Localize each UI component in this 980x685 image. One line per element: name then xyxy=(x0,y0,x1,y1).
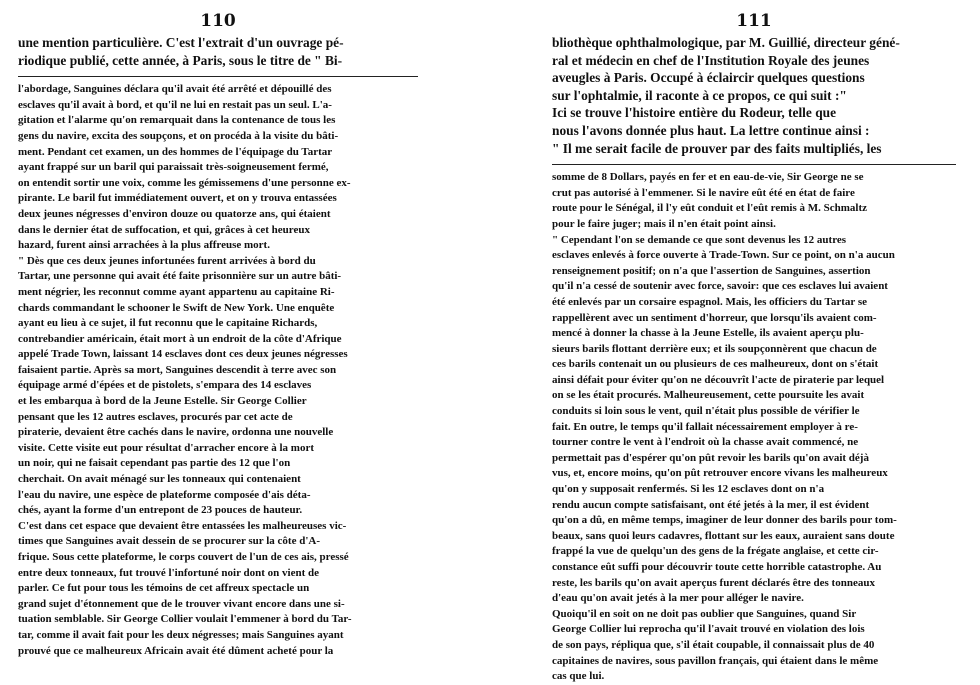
text-line: visite. Cette visite eut pour résultat d'arracher encore à la mort xyxy=(18,441,315,454)
text-line: d'eau qu'on avait jetés à la mer pour alléger le navire. xyxy=(552,592,804,605)
text-line: George Collier lui reprocha qu'il l'avait trouvé en violation des lois xyxy=(552,623,865,636)
text-line: frappé la vue de quelqu'un des gens de la frégate anglaise, et cette cir- xyxy=(552,545,879,558)
text-line: constance eût suffi pour découvrir toute cette horrible catastrophe. Au xyxy=(552,561,882,573)
text-line: beaux, sans quoi leurs cadavres, flottant sur les eaux, auraient sans doute xyxy=(552,529,895,542)
text-line: tourner contre le vent à l'endroit où la chasse avait commencé, ne xyxy=(552,436,859,449)
left-page xyxy=(18,0,418,674)
text-line: l'abordage, Sanguines déclara qu'il avait été arrêté et dépouillé des xyxy=(18,83,332,96)
text-line: C'est dans cet espace que devaient être entassées les malheureuses vic- xyxy=(18,519,347,532)
text-line: dans le dernier état de suffocation, et qui, grâces à cet heureux xyxy=(18,223,310,236)
text-line: de son pays, répliqua que, s'il était coupable, il connaissait plus de 40 xyxy=(552,638,875,651)
text-line: qu'on y supposait renfermés. Si les 12 esclaves dont on n'a xyxy=(552,483,825,496)
text-line: rendu aucun compte satisfaisant, ont été jetés à la mer, il est évident xyxy=(552,498,870,511)
text-line: ces barils contenait un ou plusieurs de ces malheureux, dont on s'était xyxy=(552,358,879,371)
text-line: pirante. Le baril fut immédiatement ouvert, et on y trouva entassées xyxy=(18,192,337,205)
text-line: piraterie, devaient être cachés dans le navire, ordonna une nouvelle xyxy=(18,426,334,439)
text-line: ment. Pendant cet examen, un des hommes de l'équipage du Tartar xyxy=(18,145,333,158)
text-line: qu'on a dû, en même temps, imaginer de leur donner des barils pour tom- xyxy=(552,514,897,527)
text-line: riodique publié, cette année, à Paris, sous le titre de " Bi- xyxy=(18,52,343,68)
separator-rule-left xyxy=(18,76,418,77)
text-line: times que Sanguines avait dessein de se procurer sur la côte d'A- xyxy=(18,535,321,548)
text-line: esclaves enlevés à force ouverte à Trade-Town. Sur ce point, on n'a aucun xyxy=(552,249,895,262)
text-line: et les embarqua à bord de la Jeune Estelle. Sir George Collier xyxy=(18,395,307,408)
text-line: mencé à donner la chasse à la Jeune Estelle, ils avaient aperçu plu- xyxy=(552,327,864,340)
text-line: été enlevés par un corsaire espagnol. Mais, les officiers du Tartar se xyxy=(552,295,867,308)
text-line: Ici se trouve l'histoire entière du Rodeur, telle que xyxy=(552,105,837,121)
text-line: tuation semblable. Sir George Collier voulait l'emmener à bord du Tar- xyxy=(18,613,352,626)
text-line: entre deux tonneaux, fut trouvé l'infortuné noir dont on vient de xyxy=(18,566,319,579)
text-line: renseignement positif; on n'a que l'assertion de Sanguines, assertion xyxy=(552,264,871,277)
text-line: grand sujet d'étonnement que de le trouver vivant encore dans une si- xyxy=(18,597,345,610)
text-line: pensant que les 12 autres esclaves, procurés par cet acte de xyxy=(18,410,293,423)
text-line: appelé Trade Town, laissant 14 esclaves dont ces deux jeunes négresses xyxy=(18,348,348,361)
text-line: reste, les barils qu'on avait aperçus furent déclarés être des tonneaux xyxy=(552,576,875,589)
text-line: gens du navire, excita des soupçons, et on procéda à la visite du bâti- xyxy=(18,129,339,142)
text-line: gitation et l'alarme qu'on remarquait dans la contenance de tous les xyxy=(18,114,336,127)
text-line: cherchait. On avait ménagé sur les tonneaux qui contenaient xyxy=(18,473,301,486)
text-line: crut pas autorisé à l'emmener. Si le navire eût été en état de faire xyxy=(552,186,855,199)
text-line: sieurs barils flottant derrière eux; et ils soupçonnèrent que chacun de xyxy=(552,342,877,355)
text-line: Tartar, une personne qui avait été faite prisonnière sur un autre bâti- xyxy=(18,270,342,283)
left-footnote-text xyxy=(18,82,418,659)
text-line: ment négrier, les reconnut comme ayant appartenu au capitaine Ri- xyxy=(18,285,335,298)
text-line: sur l'ophtalmie, il raconte à ce propos, ce qui suit :" xyxy=(552,87,847,103)
text-line: " Cependant l'on se demande ce que sont devenus les 12 autres xyxy=(552,233,847,246)
text-line: l'eau du navire, une espèce de plateforme composée d'ais déta- xyxy=(18,488,311,501)
text-line: qu'il n'a cessé de soutenir avec force, savoir: que ces esclaves lui avaient xyxy=(552,280,888,293)
separator-rule-right xyxy=(552,164,956,165)
text-line: chés, ayant la forme d'un entrepont de 23 pouces de hauteur. xyxy=(18,504,303,517)
text-line: hazard, furent ainsi arrachées à la plus affreuse mort. xyxy=(18,239,270,252)
page-number-right: 111 xyxy=(736,11,772,31)
text-line: ral et médecin en chef de l'Institution Royale des jeunes xyxy=(552,52,870,68)
text-line: pour le faire juger; mais il n'en était point ainsi. xyxy=(552,217,776,230)
text-line: contrebandier américain, était mort à un endroit de la côte d'Afrique xyxy=(18,332,342,345)
text-line: ainsi défait pour éviter qu'on ne découvrît l'acte de piraterie par lequel xyxy=(552,373,885,386)
text-line: ayant eu lieu à ce sujet, il fut reconnu que le capitaine Richards, xyxy=(18,317,318,330)
text-line: permettait pas d'espérer qu'on pût revoir les barils qu'on avait déjà xyxy=(552,451,869,464)
text-line: on entendit sortir une voix, comme les gémissemens d'une personne ex- xyxy=(18,176,351,189)
text-line: chards commandant le schooner le Swift de New York. Une enquête xyxy=(18,301,335,314)
text-line: un noir, qui ne faisait cependant pas partie des 12 que l'on xyxy=(18,457,291,470)
text-line: " Il me serait facile de prouver par des faits multipliés, les xyxy=(552,140,882,156)
text-line: tar, comme il avait fait pour les deux négresses; mais Sanguines ayant xyxy=(18,628,344,641)
text-line: fait. En outre, le temps qu'il fallait nécessairement employer à re- xyxy=(552,420,858,433)
text-line: prouvé que ce malheureux Africain avait été dûment acheté pour la xyxy=(18,644,334,657)
text-line: on se les était procurés. Malheureusement, cette poursuite les avait xyxy=(552,389,865,402)
text-line: équipage armé d'épées et de pistolets, s'empara des 14 esclaves xyxy=(18,379,312,392)
text-line: frique. Sous cette plateforme, le corps couvert de l'un de ces ais, pressé xyxy=(18,551,349,563)
text-line: somme de 8 Dollars, payés en fer et en eau-de-vie, Sir George ne se xyxy=(552,171,864,184)
text-line: conduits si loin sous le vent, quil n'était plus possible de vérifier le xyxy=(552,405,860,418)
text-line: parler. Ce fut pour tous les témoins de cet affreux spectacle un xyxy=(18,582,310,595)
text-line: vus, et, encore moins, qu'on pût retrouver encore vivans les malheureux xyxy=(552,467,888,480)
page-number-left: 110 xyxy=(200,11,236,31)
text-line: bliothèque ophthalmologique, par M. Guillié, directeur géné- xyxy=(552,35,900,50)
text-line: route pour le Sénégal, il l'y eût conduit et l'eût remis à M. Schmaltz xyxy=(552,202,868,215)
text-line: " Dès que ces deux jeunes infortunées furent arrivées à bord du xyxy=(18,254,316,267)
text-line: cas que lui. xyxy=(552,670,605,683)
right-header-text xyxy=(552,34,956,157)
text-line: une mention particulière. C'est l'extrait d'un ouvrage pé- xyxy=(18,35,344,50)
text-line: esclaves qu'il avait à bord, et qu'il ne lui en restait pas un seul. L'a- xyxy=(18,98,332,111)
text-line: rappellèrent avec un sentiment d'horreur, que lorsqu'ils avaient com- xyxy=(552,311,877,324)
text-line: Quoiqu'il en soit on ne doit pas oublier que Sanguines, quand Sir xyxy=(552,607,857,620)
left-header-text xyxy=(18,34,418,69)
text-line: faisaient partie. Après sa mort, Sanguines descendit à terre avec son xyxy=(18,363,337,376)
text-line: ayant frappé sur un baril qui paraissait très-soigneusement fermé, xyxy=(18,161,329,174)
text-line: aveugles à Paris. Occupé à éclaircir quelques questions xyxy=(552,70,865,86)
text-line: nous l'avons donnée plus haut. La lettre continue ainsi : xyxy=(552,122,870,138)
text-line: deux jeunes négresses d'environ douze ou quatorze ans, qui étaient xyxy=(18,207,331,220)
text-line: capitaines de navires, sous pavillon français, qui étaient dans le même xyxy=(552,654,879,667)
right-page xyxy=(552,0,956,683)
right-footnote-text xyxy=(552,170,956,685)
